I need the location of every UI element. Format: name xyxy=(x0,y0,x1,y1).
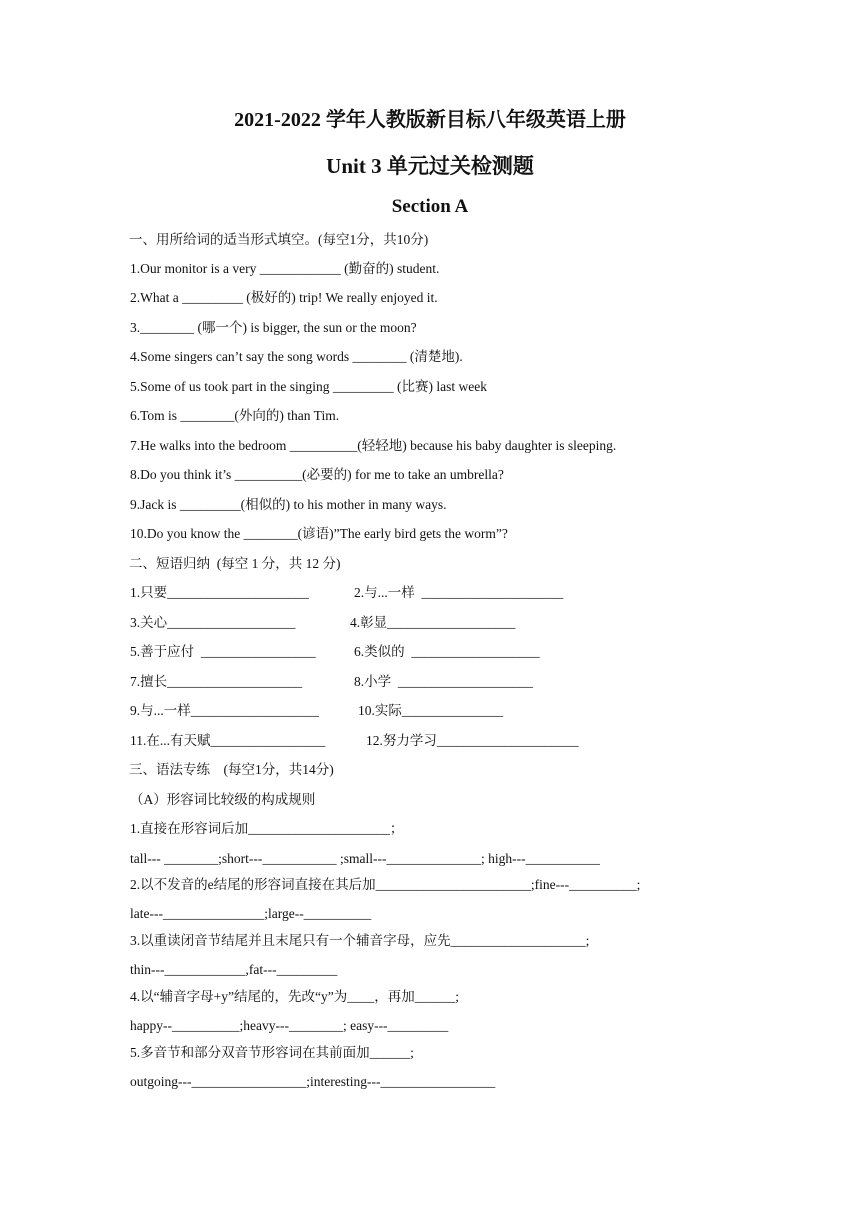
exercise-line: 1.Our monitor is a very ____________ (勤奋的) student. xyxy=(130,261,440,276)
exercise-line: 5.Some of us took part in the singing _________ (比赛) last week xyxy=(130,379,487,394)
part2-heading: 二、短语归纳 (每空 1 分，共 12 分) xyxy=(129,556,341,571)
document-subtitle: Unit 3 单元过关检测题 xyxy=(326,154,534,178)
grammar-line: 1.直接在形容词后加_____________________； xyxy=(130,821,404,836)
grammar-line: 3.以重读闭音节结尾并且末尾只有一个辅音字母，应先____________________; xyxy=(130,933,590,948)
phrase-item: 2.与...一样 _____________________ xyxy=(354,585,564,600)
grammar-line: happy--__________;heavy---________; easy---_________ xyxy=(130,1018,449,1033)
phrase-item: 7.擅长____________________ xyxy=(130,674,303,689)
exercise-line: 6.Tom is ________(外向的) than Tim. xyxy=(130,408,340,423)
exercise-line: 7.He walks into the bedroom __________(轻轻地) because his baby daughter is sleeping. xyxy=(130,438,617,453)
phrase-item: 6.类似的 ___________________ xyxy=(354,644,540,659)
exercise-line: 9.Jack is _________(相似的) to his mother in many ways. xyxy=(130,497,447,512)
part1-heading: 一、用所给词的适当形式填空。(每空1分，共10分) xyxy=(129,232,429,247)
exercise-line: 10.Do you know the ________(谚语)”The early bird gets the worm”? xyxy=(130,526,508,541)
phrase-item: 3.关心___________________ xyxy=(130,615,296,630)
grammar-line: 4.以“辅音字母+y”结尾的，先改“y”为____，再加______; xyxy=(130,989,459,1004)
phrase-item: 1.只要_____________________ xyxy=(130,585,309,600)
grammar-line: tall--- ________;short---___________ ;small---______________; high---___________ xyxy=(130,851,600,866)
grammar-line: thin---____________,fat---_________ xyxy=(130,962,338,977)
phrase-item: 8.小学 ____________________ xyxy=(354,674,533,689)
phrase-item: 5.善于应付 _________________ xyxy=(130,644,316,659)
exercise-line: 2.What a _________ (极好的) trip! We really enjoyed it. xyxy=(130,290,438,305)
phrase-item: 12.努力学习_____________________ xyxy=(366,733,579,748)
section-title: Section A xyxy=(391,196,469,217)
grammar-line: 2.以不发音的e结尾的形容词直接在其后加_______________________;fine---__________; xyxy=(130,877,641,892)
exercise-line: 8.Do you think it’s __________(必要的) for me to take an umbrella? xyxy=(130,467,504,482)
phrase-item: 4.彰显___________________ xyxy=(350,615,516,630)
phrase-item: 9.与...一样___________________ xyxy=(130,703,319,718)
phrase-item: 11.在...有天赋_________________ xyxy=(130,733,326,748)
part3-heading: 三、语法专练 (每空1分，共14分) xyxy=(129,762,334,777)
grammar-line: 5.多音节和部分双音节形容词在其前面加______; xyxy=(130,1045,414,1060)
phrase-item: 10.实际_______________ xyxy=(358,703,504,718)
part3-subheading: （A）形容词比较级的构成规则 xyxy=(130,792,316,807)
document-title: 2021-2022 学年人教版新目标八年级英语上册 xyxy=(234,109,626,131)
exercise-line: 4.Some singers can’t say the song words ________ (清楚地). xyxy=(130,349,463,364)
exercise-line: 3.________ (哪一个) is bigger, the sun or the moon? xyxy=(130,320,417,335)
grammar-line: late---_______________;large--__________ xyxy=(130,906,372,921)
grammar-line: outgoing---_________________;interesting---_________________ xyxy=(130,1074,496,1089)
